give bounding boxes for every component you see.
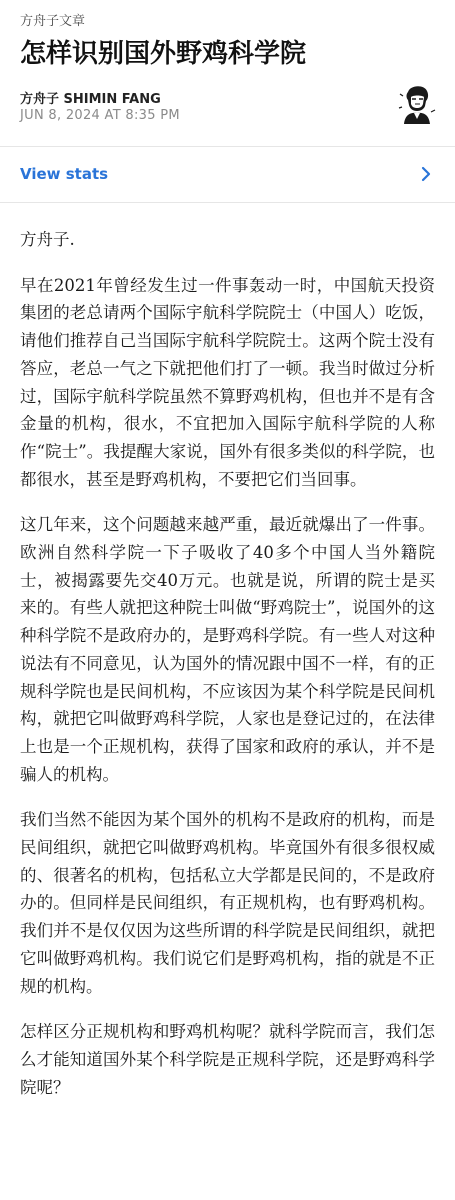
body-paragraph: 我们当然不能因为某个国外的机构不是政府的机构，而是民间组织，就把它叫做野鸡机构。毕竟国外有很多很权威的、很著名的机构，包括私立大学都是民间的，不是政府办的。但同样是民间组织，有正规机构，也有野鸡机构。我们并不是仅仅因为这些所谓的科学院是民间组织，就把它叫做野鸡机构。我们说它们是野鸡机构，指的就是不正规的机构。: [20, 810, 435, 996]
body-paragraph: 方舟子.: [20, 230, 75, 249]
body-paragraph: 怎样区分正规机构和野鸡机构呢？就科学院而言，我们怎么才能知道国外某个科学院是正规科学院，还是野鸡科学院呢？: [20, 1022, 435, 1097]
divider: [0, 202, 455, 203]
body-paragraph: 这几年来，这个问题越来越严重，最近就爆出了一件事。欧洲自然科学院一下子吸收了40多个中国人当外籍院士，被揭露要先交40万元。也就是说，所谓的院士是买来的。有些人就把这种院士叫做“野鸡院士”，说国外的这种科学院不是政府办的，是野鸡科学院。有一些人对这种说法有不同意见，认为国外的情况跟中国不一样，有的正规科学院也是民间机构，不应该因为某个科学院是民间机构，就把它叫做野鸡科学院，人家也是登记过的，在法律上也是一个正规机构，获得了国家和政府的承认，并不是骗人的机构。: [20, 515, 435, 784]
article-title: 怎样识别国外野鸡科学院: [20, 39, 307, 69]
author-name[interactable]: 方舟子 SHIMIN FANG: [20, 92, 161, 107]
author-avatar[interactable]: [398, 82, 436, 124]
view-stats-button[interactable]: [0, 147, 455, 202]
body-paragraph: 早在2021年曾经发生过一件事轰动一时，中国航天投资集团的老总请两个国际宇航科学院院士（中国人）吃饭，请他们推荐自己当国际宇航科学院院士。这两个院士没有答应，老总一气之下就把他们打了一顿。我当时做过分析过，国际宇航科学院虽然不算野鸡机构，但也并不是有含金量的机构，很水，不宜把加入国际宇航科学院的人称作“院士”。我提醒大家说，国外有很多类似的科学院，也都很水，甚至是野鸡机构，不要把它们当回事。: [20, 275, 435, 489]
publication-name[interactable]: 方舟子文章: [20, 14, 86, 29]
post-date: JUN 8, 2024 AT 8:35 PM: [20, 108, 180, 123]
article-body: [20, 226, 435, 1119]
view-stats-label: View stats: [20, 165, 109, 183]
chevron-right-icon: [419, 166, 433, 182]
avatar-sketch-icon: [398, 82, 436, 124]
